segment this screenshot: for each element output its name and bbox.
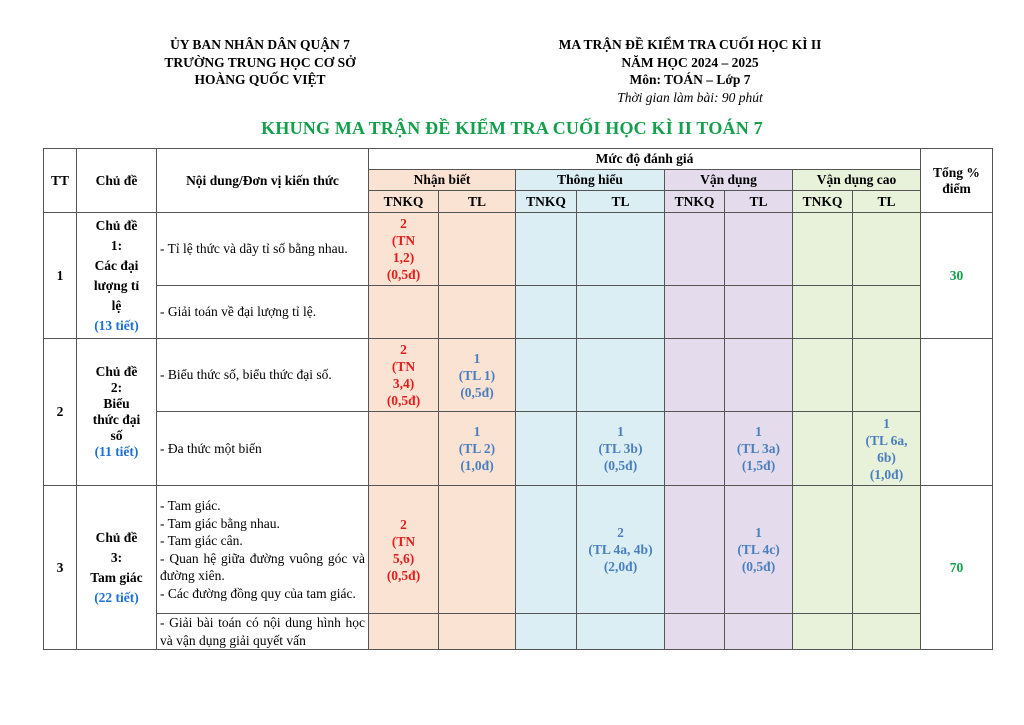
row-tt: 1 — [44, 213, 77, 339]
cell-text: (TL 1) — [458, 367, 496, 383]
cell-text: (TL 4a, 4b) — [588, 542, 653, 557]
vd-tnkq-cell — [665, 614, 725, 650]
th-tl-cell — [577, 412, 665, 486]
header-right-line3: Môn: TOÁN – Lớp 7 — [629, 72, 751, 87]
header-right — [500, 36, 880, 106]
header-left-line2: TRƯỜNG TRUNG HỌC CƠ SỞ — [164, 54, 356, 70]
cell-text: 2 — [400, 516, 407, 532]
th-tl-cell — [577, 486, 665, 614]
cell-text: 1 — [883, 415, 890, 431]
th-tnkq-cell — [516, 339, 577, 412]
cell-text: 1 — [473, 350, 481, 366]
cell-text: (1,0đ) — [460, 458, 494, 473]
topic-periods: (22 tiết) — [94, 589, 139, 605]
cell-text: 1,2) — [392, 250, 415, 265]
row-tt: 3 — [44, 486, 77, 650]
cell-text: (0,5đ) — [741, 559, 776, 574]
table-row — [44, 339, 993, 412]
topic-text: 1: — [110, 237, 123, 253]
nb-tl-cell — [439, 486, 516, 614]
topic-text: Tam giác — [90, 569, 143, 585]
content-cell: - Giải bài toán có nội dung hình học và vận dụng giải quyết vấn — [157, 614, 369, 650]
vd-tnkq-cell — [665, 412, 725, 486]
vdc-tnkq-cell — [793, 486, 853, 614]
nb-tnkq-cell — [369, 486, 439, 614]
col-noi-dung: Nội dung/Đơn vị kiến thức — [157, 149, 369, 213]
topic-text: Chủ đề — [95, 529, 138, 545]
cell-text: 1 — [755, 525, 762, 540]
vdc-tnkq-cell — [793, 339, 853, 412]
th-tnkq-cell — [516, 213, 577, 286]
vd-tnkq-cell — [665, 486, 725, 614]
content-cell: - Tỉ lệ thức và dãy tỉ số bằng nhau. — [157, 213, 369, 286]
vd-tl-cell — [725, 412, 793, 486]
matrix-table — [43, 148, 993, 650]
vdc-tl-cell — [853, 412, 921, 486]
cell-text: (1,0đ) — [869, 466, 904, 482]
topic-text: Chủ đề — [95, 217, 138, 233]
vd-tl-cell — [725, 213, 793, 286]
vdc-tl-cell — [853, 486, 921, 614]
vdc-tl-cell — [853, 614, 921, 650]
level-van-dung-cao: Vận dụng cao — [793, 170, 921, 191]
th-tl-cell — [577, 614, 665, 650]
header-right-line4: Thời gian làm bài: 90 phút — [617, 89, 763, 105]
cell-text: (TL 4c) — [737, 542, 780, 557]
vdc-tnkq-cell — [793, 614, 853, 650]
topic-text: lượng tỉ — [93, 277, 140, 293]
topic-text: Biểu — [103, 396, 130, 411]
cell-text: 3,4) — [392, 376, 415, 391]
vdc-tl-cell — [853, 339, 921, 412]
sub-tl: TL — [439, 191, 516, 213]
header-left — [130, 36, 390, 89]
nb-tl-cell — [439, 614, 516, 650]
topic-text: lệ — [111, 297, 122, 313]
vdc-tnkq-cell — [793, 213, 853, 286]
col-tt: TT — [44, 149, 77, 213]
th-tl-cell — [577, 213, 665, 286]
th-tnkq-cell — [516, 614, 577, 650]
cell-text: (1,5đ) — [741, 458, 776, 473]
topic-text: 2: — [110, 380, 123, 395]
nb-tnkq-cell — [369, 614, 439, 650]
total-cell: 70 — [921, 486, 993, 650]
topic-cell — [77, 213, 157, 339]
cell-text: (TN — [391, 233, 416, 248]
col-muc-do: Mức độ đánh giá — [369, 149, 921, 170]
level-thong-hieu: Thông hiểu — [516, 170, 665, 191]
table-row — [44, 286, 993, 339]
cell-text: 2 — [400, 342, 407, 357]
vdc-tl-cell — [853, 213, 921, 286]
header-right-line2: NĂM HỌC 2024 – 2025 — [621, 54, 759, 70]
nb-tnkq-cell — [369, 339, 439, 412]
content-cell: - Giải toán về đại lượng tỉ lệ. — [157, 286, 369, 339]
vd-tnkq-cell — [665, 286, 725, 339]
cell-text: 5,6) — [392, 550, 415, 566]
th-tl-cell — [577, 339, 665, 412]
nb-tl-cell — [439, 286, 516, 339]
topic-text: 3: — [110, 549, 123, 565]
content-cell: - Biểu thức số, biểu thức đại số. — [157, 339, 369, 412]
vdc-tnkq-cell — [793, 412, 853, 486]
content-text: - Tam giác. — [160, 498, 221, 513]
col-chu-de: Chủ đề — [77, 149, 157, 213]
cell-text: (TN — [391, 533, 416, 549]
topic-cell — [77, 339, 157, 486]
col-tong: Tổng % điểm — [921, 149, 993, 213]
table-row — [44, 614, 993, 650]
cell-text: 2 — [617, 525, 624, 540]
sub-tnkq: TNKQ — [665, 191, 725, 213]
topic-text: thức đại — [92, 412, 141, 427]
table-row — [44, 213, 993, 286]
total-cell — [921, 339, 993, 486]
sub-tnkq: TNKQ — [793, 191, 853, 213]
vd-tnkq-cell — [665, 339, 725, 412]
topic-cell — [77, 486, 157, 650]
vd-tl-cell — [725, 614, 793, 650]
nb-tl-cell — [439, 339, 516, 412]
table-row — [44, 486, 993, 614]
header-right-line1: MA TRẬN ĐỀ KIỂM TRA CUỐI HỌC KÌ II — [558, 37, 822, 52]
vd-tnkq-cell — [665, 213, 725, 286]
vd-tl-cell — [725, 339, 793, 412]
content-cell — [157, 486, 369, 614]
cell-text: (0,5đ) — [386, 393, 421, 408]
nb-tl-cell — [439, 213, 516, 286]
cell-text: (TL 2) — [458, 441, 496, 456]
cell-text: 6b) — [877, 449, 896, 465]
th-tl-cell — [577, 286, 665, 339]
cell-text: 2 — [400, 216, 407, 231]
topic-text: Các đại — [94, 257, 139, 273]
nb-tnkq-cell — [369, 286, 439, 339]
sub-tl: TL — [725, 191, 793, 213]
cell-text: (TL 3b) — [598, 441, 643, 456]
sub-tl: TL — [577, 191, 665, 213]
page-title: KHUNG MA TRẬN ĐỀ KIỂM TRA CUỐI HỌC KÌ II TOÁN 7 — [261, 118, 763, 138]
th-tnkq-cell — [516, 486, 577, 614]
topic-periods: (11 tiết) — [94, 444, 139, 459]
cell-text: (TN — [391, 359, 416, 374]
nb-tnkq-cell — [369, 412, 439, 486]
cell-text: (TL 6a, — [865, 432, 908, 448]
topic-text: Chủ đề — [95, 364, 138, 379]
nb-tnkq-cell — [369, 213, 439, 286]
cell-text: (TL 3a) — [736, 441, 781, 456]
cell-text: 1 — [755, 424, 762, 439]
cell-text: (0,5đ) — [386, 267, 421, 282]
level-van-dung: Vận dụng — [665, 170, 793, 191]
sub-tnkq: TNKQ — [369, 191, 439, 213]
level-nhan-biet: Nhận biết — [369, 170, 516, 191]
content-text: - Tam giác bằng nhau. — [160, 515, 280, 531]
content-text: - Quan hệ giữa đường vuông góc và đường xiên. — [160, 550, 365, 583]
vd-tl-cell — [725, 486, 793, 614]
cell-text: (0,5đ) — [460, 384, 494, 400]
vdc-tl-cell — [853, 286, 921, 339]
th-tnkq-cell — [516, 412, 577, 486]
cell-text: (0,5đ) — [386, 567, 421, 583]
cell-text: 1 — [473, 424, 481, 439]
vdc-tnkq-cell — [793, 286, 853, 339]
nb-tl-cell — [439, 412, 516, 486]
content-cell: - Đa thức một biến — [157, 412, 369, 486]
topic-periods: (13 tiết) — [94, 317, 139, 333]
total-cell: 30 — [921, 213, 993, 339]
table-row — [44, 412, 993, 486]
cell-text: (2,0đ) — [603, 559, 638, 574]
content-text: - Các đường đồng quy của tam giác. — [160, 585, 356, 601]
row-tt: 2 — [44, 339, 77, 486]
cell-text: (0,5đ) — [603, 458, 638, 473]
th-tnkq-cell — [516, 286, 577, 339]
cell-text: 1 — [617, 424, 624, 439]
header-left-line1: ỦY BAN NHÂN DÂN QUẬN 7 — [170, 37, 350, 52]
topic-text: số — [110, 428, 123, 443]
header-left-line3: HOÀNG QUỐC VIỆT — [194, 72, 326, 87]
sub-tl: TL — [853, 191, 921, 213]
content-text: - Tam giác cân. — [160, 533, 243, 548]
sub-tnkq: TNKQ — [516, 191, 577, 213]
vd-tl-cell — [725, 286, 793, 339]
